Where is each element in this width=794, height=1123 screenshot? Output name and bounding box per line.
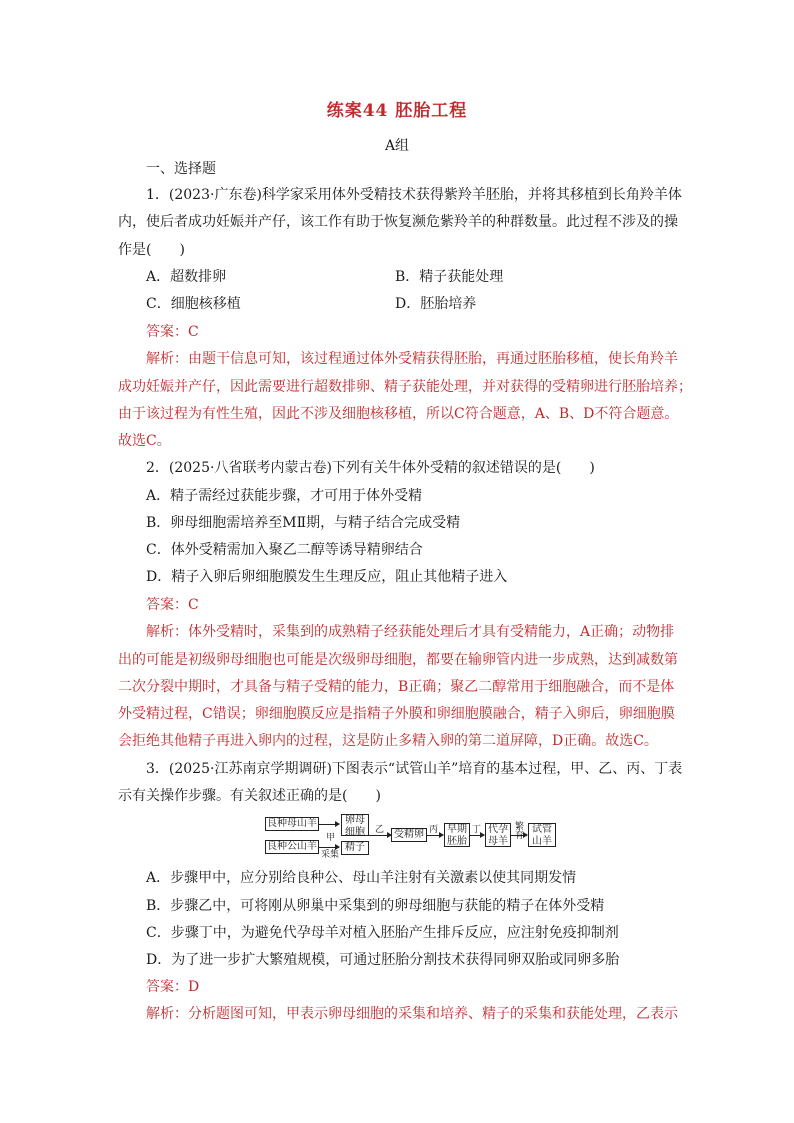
q1-option-d: D．胚胎培养 [395, 296, 477, 312]
q2-explanation: 会拒绝其他精子再进入卵内的过程，这是防止多精入卵的第二道屏障，D正确。故选C。 [118, 733, 658, 749]
question-2-line: 2．(2025·八省联考内蒙古卷)下列有关牛体外受精的叙述错误的是( ) [146, 460, 595, 476]
q3-option-a: A．步骤甲中，应分别给良种公、母山羊注射有关激素以使其同期发情 [146, 870, 577, 886]
q1-answer: 答案：C [146, 324, 199, 340]
page-title: 练案44 胚胎工程 [326, 101, 468, 121]
step-collect-label: 采集 [321, 850, 340, 860]
question-1-line: 内，使后者成功妊娠并产仔，该工作有助于恢复濒危紫羚羊的种群数量。此过程不涉及的操 [118, 214, 678, 230]
step-jia-label: 甲 [326, 833, 336, 843]
box-sperm: 精子 [341, 841, 369, 855]
q1-explanation: 解析：由题干信息可知，该过程通过体外受精获得胚胎，再通过胚胎移植，使长角羚羊 [146, 351, 678, 367]
box-early-embryo: 早期 胚胎 [444, 823, 470, 847]
question-3-line: 示有关操作步骤。有关叙述正确的是( ) [118, 788, 381, 804]
q2-option-c: C．体外受精需加入聚乙二醇等诱导精卵结合 [146, 542, 423, 558]
arrow [369, 835, 391, 836]
step-yi-label: 乙 [375, 825, 385, 835]
group-label: A组 [384, 138, 410, 154]
step-ding-label: 丁 [472, 825, 482, 835]
box-oocyte: 卵母 细胞 [341, 814, 369, 836]
q1-option-c: C．细胞核移植 [146, 296, 241, 312]
process-diagram [265, 814, 565, 858]
box-male-goat: 良种公山羊 [267, 841, 317, 852]
q2-option-d: D．精子入卵后卵细胞膜发生生理反应，阻止其他精子进入 [146, 569, 508, 585]
step-birth-label: 繁 育 [515, 822, 525, 841]
q2-explanation: 外受精过程，C错误；卵细胞膜反应是指精子外膜和卵细胞膜融合，精子入卵后，卵细胞膜 [118, 706, 675, 722]
q2-explanation: 二次分裂中期时，才具备与精子受精的能力，B正确；聚乙二醇常用于细胞融合，而不是体 [118, 679, 675, 695]
q2-option-b: B．卵母细胞需培养至MⅡ期，与精子结合完成受精 [146, 515, 461, 531]
step-bing-label: 丙 [429, 825, 439, 835]
question-1-line: 1．(2023·广东卷)科学家采用体外受精技术获得紫羚羊胚胎，并将其移植到长角羚羊体 [146, 187, 682, 203]
q1-option-a: A．超数排卵 [146, 269, 227, 285]
q2-explanation: 出的可能是初级卵母细胞也可能是次级卵母细胞，都要在输卵管内进一步成熟，达到减数第 [118, 652, 678, 668]
question-1-line: 作是( ) [118, 242, 185, 258]
arrow [319, 824, 339, 825]
box-surrogate: 代孕 母羊 [485, 823, 511, 847]
q3-explanation: 解析：分析题图可知，甲表示卵母细胞的采集和培养、精子的采集和获能处理，乙表示 [146, 1006, 678, 1022]
box-female-goat: 良种母山羊 [267, 818, 317, 829]
box-test-tube-goat: 试管 山羊 [528, 823, 556, 847]
q1-explanation: 由于该过程为有性生殖，因此不涉及细胞核移植，所以C符合题意，A、B、D不符合题意。 [118, 406, 679, 422]
arrow [319, 847, 339, 848]
arrow [427, 835, 443, 836]
q2-option-a: A．精子需经过获能步骤，才可用于体外受精 [146, 488, 423, 504]
q3-option-d: D．为了进一步扩大繁殖规模，可通过胚胎分割技术获得同卵双胎或同卵多胎 [146, 952, 620, 968]
q1-option-b: B．精子获能处理 [395, 269, 504, 285]
section-heading: 一、选择题 [146, 161, 216, 177]
q3-option-c: C．步骤丁中，为避免代孕母羊对植入胚胎产生排斥反应，应注射免疫抑制剂 [146, 925, 619, 941]
q2-answer: 答案：C [146, 597, 199, 613]
q3-answer: 答案：D [146, 979, 200, 995]
question-3-line: 3．(2025·江苏南京学期调研)下图表示“试管山羊”培育的基本过程，甲、乙、丙、丁表 [146, 761, 683, 777]
q1-explanation: 故选C。 [118, 433, 171, 449]
arrow [470, 835, 484, 836]
q1-explanation: 成功妊娠并产仔，因此需要进行超数排卵、精子获能处理，并对获得的受精卵进行胚胎培养； [118, 379, 692, 395]
q3-option-b: B．步骤乙中，可将刚从卵巢中采集到的卵母细胞与获能的精子在体外受精 [146, 898, 605, 914]
box-zygote: 受精卵 [391, 828, 427, 842]
q2-explanation: 解析：体外受精时，采集到的成熟精子经获能处理后才具有受精能力，A正确；动物排 [146, 624, 675, 640]
